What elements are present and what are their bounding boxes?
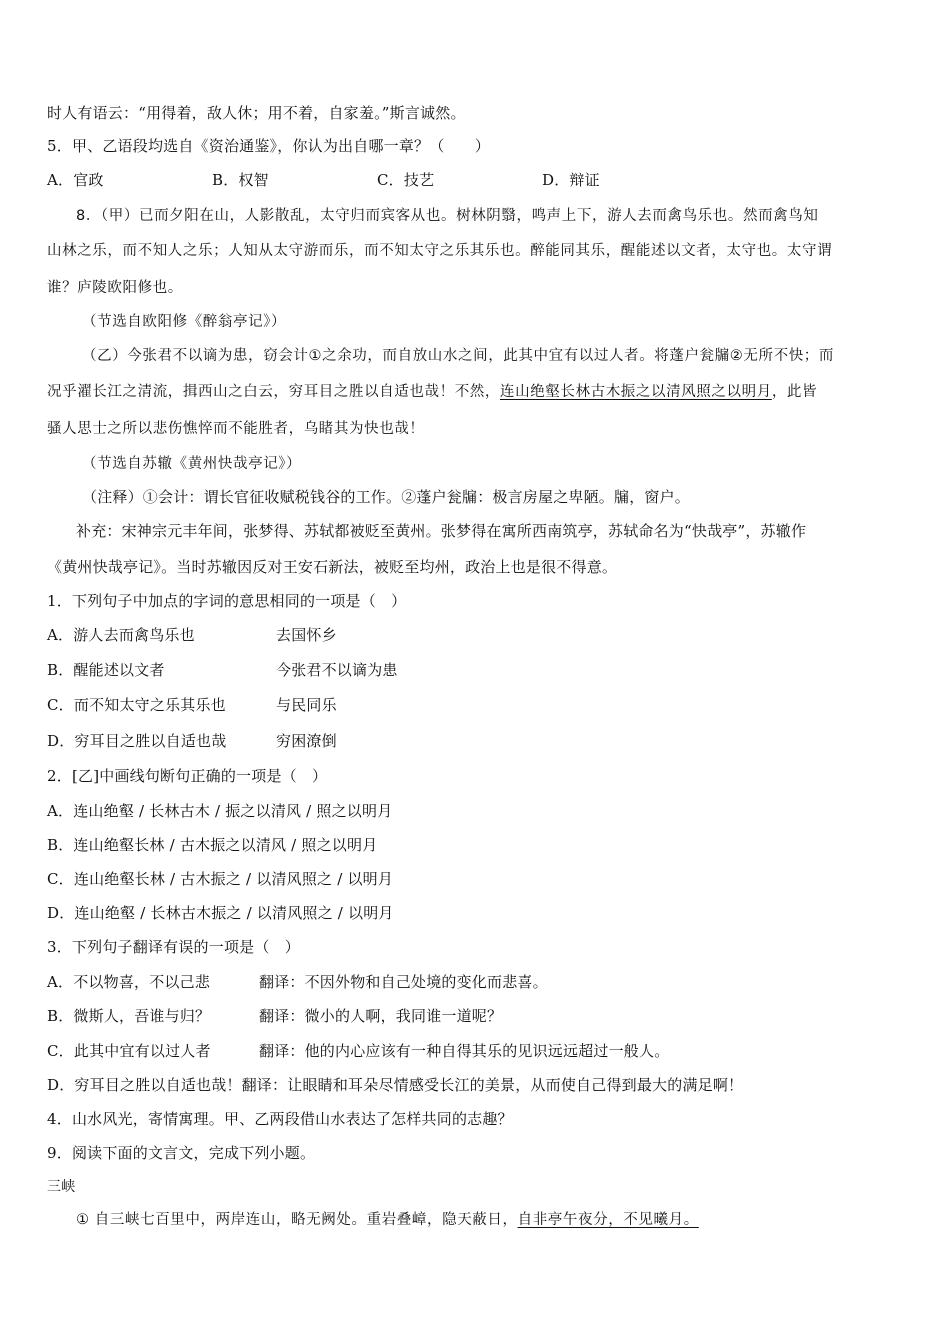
question-5: 5．甲、乙语段均选自《资治通鉴》，你认为出自哪一章？（ ） <box>47 137 491 155</box>
passage-yi-line <box>47 381 907 403</box>
sanxia-line <box>76 1209 936 1231</box>
option-right: 穷困潦倒 <box>276 732 337 750</box>
question-3-option <box>47 1005 907 1027</box>
passage-jia-source: （节选自欧阳修《醉翁亭记》） <box>82 314 287 330</box>
passage-yi-text: ，此皆 <box>771 384 818 400</box>
question-1: 1．下列句子中加点的字词的意思相同的一项是（ ） <box>47 592 407 610</box>
question-3-option <box>47 1074 907 1096</box>
option-left: B．醒能述以文者 <box>47 661 165 679</box>
supplement-line: 补充：宋神宗元丰年间，张梦得、苏轼都被贬至黄州。张梦得在寓所西南筑亭，苏轼命名为“快哉亭”，苏辙作 <box>76 522 807 540</box>
option-right: 去国怀乡 <box>276 626 337 644</box>
passage-jia-line: 谁？庐陵欧阳修也。 <box>47 280 183 296</box>
question-2-option: B．连山绝壑长林 / 古木振之以清风 / 照之以明月 <box>47 836 378 854</box>
sanxia-text: ① 自三峡七百里中，两岸连山，略无阙处。重岩叠嶂，隐天蔽日， <box>76 1212 518 1228</box>
option-b: B．权智 <box>212 171 269 189</box>
option-d: D．辩证 <box>542 171 600 189</box>
option-right: 今张君不以谪为患 <box>276 661 398 679</box>
passage-jia-line: 山林之乐，而不知人之乐；人知从太守游而乐，而不知太守之乐其乐也。醉能同其乐，醒能述以文者，太守也。太守谓 <box>47 243 833 259</box>
option-right: 翻译：让眼睛和耳朵尽情感受长江的美景，从而使自己得到最大的满足啊！ <box>241 1076 744 1094</box>
passage-jia-line: 8．（甲）已而夕阳在山，人影散乱，太守归而宾客从也。树林阴翳，鸣声上下，游人去而禽鸟乐也。然而禽鸟知 <box>76 208 819 224</box>
option-left: C．而不知太守之乐其乐也 <box>47 696 226 714</box>
question-4: 4．山水风光，寄情寓理。甲、乙两段借山水表达了怎样共同的志趣？ <box>47 1110 513 1128</box>
question-1-option <box>47 730 907 752</box>
question-2-option: C．连山绝壑长林 / 古木振之 / 以清风照之 / 以明月 <box>47 870 394 888</box>
question-3-option <box>47 1040 907 1062</box>
option-right: 翻译：微小的人啊，我同谁一道呢？ <box>259 1007 503 1025</box>
supplement-line: 《黄州快哉亭记》。当时苏辙因反对王安石新法，被贬至均州，政治上也是很不得意。 <box>47 558 618 576</box>
question-9: 9．阅读下面的文言文，完成下列小题。 <box>47 1144 316 1162</box>
passage-yi-line: （乙）今张君不以谪为患，窃会计①之余功，而自放山水之间，此其中宜有以过人者。将蓬户瓮牖②无所不快；而 <box>82 348 834 364</box>
option-left: B．微斯人，吾谁与归？ <box>47 1007 211 1025</box>
question-2-option: A．连山绝壑 / 长林古木 / 振之以清风 / 照之以明月 <box>47 802 393 820</box>
question-5-options <box>47 169 907 191</box>
option-left: D．穷耳目之胜以自适也哉 <box>47 732 227 750</box>
question-1-option <box>47 659 907 681</box>
option-left: A．不以物喜，不以己悲 <box>47 973 211 991</box>
option-right: 翻译：不因外物和自己处境的变化而悲喜。 <box>259 973 548 991</box>
question-2: 2．[乙]中画线句断句正确的一项是（ ） <box>47 767 328 785</box>
option-a: A．官政 <box>47 171 104 189</box>
question-1-option <box>47 624 907 646</box>
underlined-sentence: 自非亭午夜分，不见曦月。 <box>517 1212 699 1228</box>
option-left: D．穷耳目之胜以自适也哉！ <box>47 1076 242 1094</box>
option-right: 翻译：他的内心应该有一种自得其乐的见识远远超过一般人。 <box>259 1042 670 1060</box>
option-right: 与民同乐 <box>276 696 337 714</box>
option-c: C．技艺 <box>377 171 435 189</box>
passage-yi-line: 骚人思士之所以悲伤憔悴而不能胜者，乌睹其为快也哉！ <box>47 421 425 437</box>
annotation: （注释）①会计：谓长官征收赋税钱谷的工作。②蓬户瓮牖：极言房屋之卑陋。牖，窗户。 <box>82 488 691 506</box>
option-left: C．此其中宜有以过人者 <box>47 1042 211 1060</box>
text-line: 时人有语云：“用得着，敌人休；用不着，自家羞。”斯言诚然。 <box>47 104 466 122</box>
question-3: 3．下列句子翻译有误的一项是（ ） <box>47 938 300 956</box>
passage-title: 三峡 <box>47 1179 76 1195</box>
question-3-option <box>47 971 907 993</box>
question-1-option <box>47 694 907 716</box>
underlined-sentence: 连山绝壑长林古木振之以清风照之以明月 <box>500 384 772 400</box>
passage-yi-text: 况乎濯长江之清流，揖西山之白云，穷耳目之胜以自适也哉！不然， <box>47 384 500 400</box>
option-left: A．游人去而禽鸟乐也 <box>47 626 195 644</box>
question-2-option: D．连山绝壑 / 长林古木振之 / 以清风照之 / 以明月 <box>47 904 394 922</box>
passage-yi-source: （节选自苏辙《黄州快哉亭记》） <box>82 456 302 472</box>
